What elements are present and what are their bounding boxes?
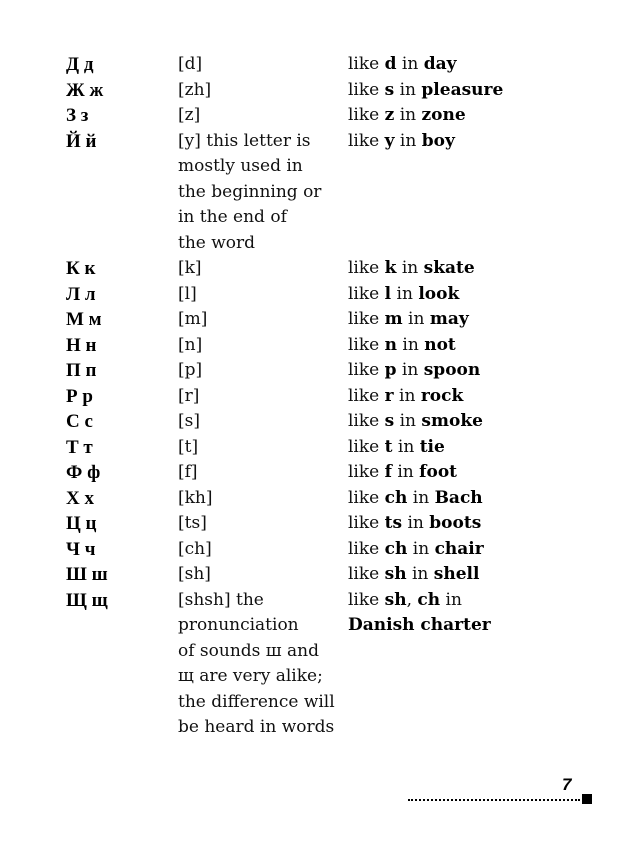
cyrillic-letter: Т т (66, 436, 93, 458)
example-text: in (397, 334, 425, 355)
cyrillic-letter: Й й (66, 130, 97, 152)
sound-line: be heard in words (178, 717, 335, 737)
footer-square-marker (582, 794, 592, 804)
example-bold-text: d (384, 54, 397, 74)
pronunciation-example (348, 486, 483, 512)
example-bold-text: s (384, 79, 395, 100)
example-text: in (391, 283, 419, 304)
example-text: in (394, 105, 422, 125)
example-bold-text: foot (419, 462, 458, 482)
sound-line: [l] (178, 283, 197, 304)
example-bold-text: n (384, 334, 398, 355)
sound-line: [kh] (178, 487, 213, 508)
pronunciation-example (348, 103, 466, 129)
example-bold-text: m (384, 309, 403, 329)
sound-description (178, 307, 346, 333)
page-number: 7 (562, 775, 572, 794)
example-text: in (396, 54, 424, 74)
pronunciation-example (348, 307, 469, 333)
pronunciation-example (348, 537, 484, 563)
sound-line: [r] (178, 385, 200, 406)
example-text: in (396, 258, 424, 278)
cyrillic-letter: П п (66, 360, 97, 381)
example-text: in (396, 360, 424, 380)
sound-line: of sounds ш and (178, 640, 319, 661)
sound-line: [f] (178, 462, 198, 482)
example-bold-text: y (384, 130, 395, 151)
sound-line: [t] (178, 436, 199, 457)
example-bold-text: ts (384, 513, 403, 533)
sound-line: mostly used in (178, 156, 303, 176)
sound-line: [m] (178, 309, 208, 329)
cyrillic-letter: Ф ф (66, 462, 101, 483)
sound-description (178, 486, 346, 512)
sound-description (178, 282, 346, 308)
cyrillic-letter: Д д (66, 54, 94, 75)
sound-line: the word (178, 232, 256, 253)
example-bold-text: shell (433, 564, 480, 584)
footer-dotted-rule (408, 799, 580, 801)
pronunciation-example (348, 435, 445, 461)
example-bold-text: k (384, 258, 397, 278)
example-bold-text: r (384, 385, 394, 406)
sound-line: [n] (178, 334, 203, 355)
example-bold-text: boy (421, 130, 455, 151)
sound-line: [ch] (178, 538, 212, 559)
sound-description (178, 358, 346, 384)
example-text: like (348, 334, 385, 355)
example-bold-text: pleasure (421, 79, 504, 100)
example-text: in (391, 462, 420, 482)
sound-description (178, 52, 346, 78)
cyrillic-letter: К к (66, 258, 96, 279)
example-text: in (402, 309, 430, 329)
example-text: in (394, 411, 422, 431)
pronunciation-example (348, 333, 456, 359)
example-bold-text: skate (423, 258, 475, 278)
cyrillic-letter: Р р (66, 385, 93, 407)
example-text: like (348, 589, 385, 610)
cyrillic-letter: Л л (66, 283, 96, 305)
example-bold-text: day (423, 54, 457, 74)
sound-description (178, 333, 346, 359)
example-bold-text: rock (420, 385, 464, 406)
example-bold-text: t (384, 436, 393, 457)
sound-description (178, 460, 346, 486)
cyrillic-letter: Х х (66, 487, 94, 509)
example-bold-text: chair (434, 538, 484, 559)
pronunciation-example (348, 409, 483, 435)
example-text: in (407, 538, 435, 559)
example-text: in (440, 589, 462, 610)
example-text: in (406, 564, 434, 584)
cyrillic-letter: Ш ш (66, 564, 108, 585)
pronunciation-example (348, 511, 481, 537)
example-text: in (394, 130, 422, 151)
sound-description (178, 435, 346, 461)
sound-description (178, 384, 346, 410)
cyrillic-letter: М м (66, 309, 102, 330)
cyrillic-letter: Ц ц (66, 513, 97, 534)
sound-description (178, 588, 346, 741)
example-text: like (348, 487, 385, 508)
example-text: like (348, 436, 385, 457)
example-text: like (348, 385, 385, 406)
sound-description (178, 78, 346, 104)
example-bold-text: tie (419, 436, 445, 457)
pronunciation-example (348, 358, 480, 384)
example-bold-text: sh (384, 564, 407, 584)
pronunciation-example (348, 460, 457, 486)
example-bold-text: Danish charter (348, 615, 491, 635)
example-bold-text: z (384, 105, 395, 125)
example-text: like (348, 258, 385, 278)
example-text: like (348, 360, 385, 380)
sound-line: щ are very alike; (178, 666, 323, 686)
pronunciation-example (348, 282, 459, 308)
sound-description (178, 511, 346, 537)
cyrillic-letter: Ж ж (66, 79, 104, 101)
pronunciation-example (348, 129, 455, 155)
example-text: like (348, 130, 385, 151)
example-text: like (348, 309, 385, 329)
pronunciation-example (348, 562, 479, 588)
example-text: in (407, 487, 435, 508)
cyrillic-letter: Ч ч (66, 538, 96, 560)
sound-line: [d] (178, 54, 203, 74)
sound-description (178, 103, 346, 129)
sound-line: [sh] (178, 564, 211, 584)
example-bold-text: Bach (434, 487, 483, 508)
example-text: like (348, 513, 385, 533)
sound-line: the difference will (178, 691, 335, 712)
sound-line: [s] (178, 411, 200, 431)
example-text: in (402, 513, 430, 533)
sound-line: [p] (178, 360, 203, 380)
example-bold-text: ch (384, 487, 408, 508)
example-bold-text: sh (384, 589, 407, 610)
example-text: in (394, 79, 422, 100)
example-bold-text: ch (384, 538, 408, 559)
example-bold-text: p (384, 360, 397, 380)
pronunciation-example (348, 384, 463, 410)
sound-line: [zh] (178, 79, 212, 100)
sound-description (178, 409, 346, 435)
sound-line: [y] this letter is (178, 130, 311, 151)
pronunciation-example (348, 52, 457, 78)
sound-description (178, 129, 346, 257)
cyrillic-letter: Щ щ (66, 589, 108, 611)
pronunciation-example (348, 588, 491, 639)
example-text: like (348, 283, 385, 304)
sound-description (178, 537, 346, 563)
sound-line: in the end of (178, 207, 287, 227)
sound-line: the beginning or (178, 181, 322, 202)
example-text: in (392, 436, 420, 457)
example-bold-text: f (384, 462, 392, 482)
example-bold-text: smoke (421, 411, 483, 431)
example-bold-text: may (429, 309, 469, 329)
sound-description (178, 256, 346, 282)
sound-line: [z] (178, 105, 201, 125)
example-bold-text: l (384, 283, 392, 304)
cyrillic-letter: З з (66, 105, 89, 126)
example-text: like (348, 105, 385, 125)
example-bold-text: not (424, 334, 456, 355)
cyrillic-letter: Н н (66, 334, 97, 356)
cyrillic-letter: С с (66, 411, 93, 432)
example-text: like (348, 538, 385, 559)
sound-line: [k] (178, 258, 202, 278)
pronunciation-example (348, 78, 503, 104)
example-bold-text: zone (421, 105, 466, 125)
example-bold-text: s (384, 411, 395, 431)
pronunciation-example (348, 256, 475, 282)
example-text: like (348, 564, 385, 584)
example-bold-text: look (418, 283, 460, 304)
example-bold-text: spoon (423, 360, 481, 380)
example-bold-text: ch (417, 589, 441, 610)
example-text: like (348, 411, 385, 431)
example-text: like (348, 462, 385, 482)
example-text: like (348, 79, 385, 100)
example-text: like (348, 54, 385, 74)
example-text: , (406, 589, 418, 610)
sound-description (178, 562, 346, 588)
example-text: in (393, 385, 421, 406)
example-bold-text: boots (429, 513, 482, 533)
sound-line: pronunciation (178, 615, 299, 635)
sound-line: [shsh] the (178, 589, 264, 610)
sound-line: [ts] (178, 513, 207, 533)
